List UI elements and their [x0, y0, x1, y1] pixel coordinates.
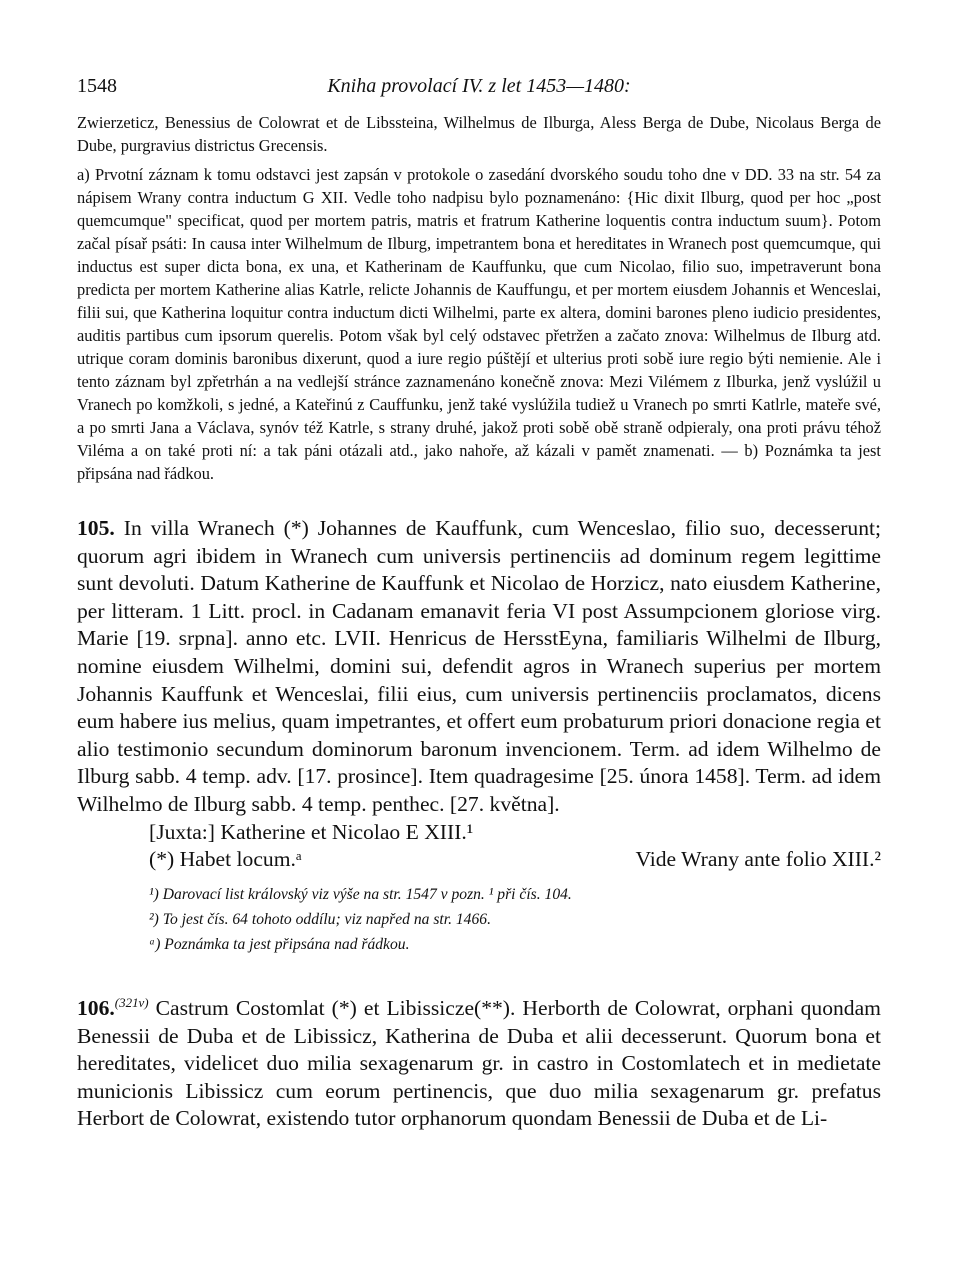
entry-number: 105. [77, 516, 115, 540]
entry-text: Castrum Costomlat (*) et Libissicze(**). Herborth de Colowrat, orphani quondam Benessii de Duba et de Libissicz, Katherina de Duba et alii decesserunt. Quorum bona et hereditates, videlicet duo milia sexagenarum gr. in castro in Costomlatech et in medietate municionis Libissicz cum eorum pertinencis, que duo milia sexagenarum gr. prefatus Herbort de Colowrat, existendo tutor orphanorum quondam Benessii de Duba et de Li- [77, 995, 881, 1131]
habet-locum: (*) Habet locum.ᵃ [149, 847, 302, 872]
page-number: 1548 [77, 75, 117, 97]
footnote-1: ¹) Darovací list královský viz výše na str. 1547 v pozn. ¹ při čís. 104. [149, 885, 572, 903]
vide-reference: Vide Wrany ante folio XIII.² [635, 847, 881, 872]
footnote-2: ²) To jest čís. 64 tohoto oddílu; viz napřed na str. 1466. [149, 910, 491, 928]
page-header [77, 75, 881, 111]
entry-text: In villa Wranech (*) Johannes de Kauffunk, cum Wenceslao, filio suo, decesserunt; quorum agri ibidem in Wranech cum universis pertinenciis ad dominum regem legittime sunt devoluti. Datum Katherine de Kauffunk et Nicolao de Horzicz, nato eiusdem Katherine, per litteram. 1 Litt. procl. in Cadanam emanavit feria VI post Assumpcionem gloriose virg. Marie [19. srpna]. anno etc. LVII. Henricus de HersstEyna, familiaris Wilhelmi de Ilburg, nomine eiusdem Wilhelmi, domini sui, defendit agros in Wranech superius per mortem Johannis Kauffunk et Wenceslai, filii eius, cum universis pertinenciis proclamatos, dicens eum habere ius melius, quam impetrantes, et offert eum probaturum priori donacione regia et alio testimonio secundum dominorum baronum invencionem. Term. ad idem Wilhelmo de Ilburg sabb. 4 temp. adv. [17. prosince]. Item quadragesime [25. února 1458]. Term. ad idem Wilhelmo de Ilburg sabb. 4 temp. penthec. [27. května]. [77, 516, 881, 816]
habet-line [77, 846, 881, 874]
juxta-line: [Juxta:] Katherine et Nicolao E XIII.¹ [149, 819, 474, 844]
entry-number: 106. [77, 995, 115, 1020]
footnote-a: ᵃ) Poznámka ta jest připsána nad řádkou. [149, 935, 410, 953]
entry-106 [77, 989, 881, 1133]
continuation-text: Zwierzeticz, Benessius de Colowrat et de Libssteina, Wilhelmus de Ilburga, Aless Berga de Dube, Nicolaus Berga de Dube, purgravius districtus Grecensis. [77, 113, 881, 155]
folio-reference: (321v) [114, 994, 149, 1010]
book-page [77, 75, 881, 1133]
entry-105 [77, 515, 881, 819]
editorial-note: a) Prvotní záznam k tomu odstavci jest zapsán v protokole o zasedání dvorského soudu toho dne v DD. 33 na str. 54 za nápisem Wrany contra inductum G XII. Vedle toho nadpisu bylo poznamenáno: {Hic dixit Ilburg, quod per hoc „post quemcumque" specificat, quod per mortem patris, matris et fratrum Katherine loquentis contra inductum suum}. Potom začal písař psáti: In causa inter Wilhelmum de Ilburg, impetrantem bona et hereditates in Wranech post quemcumque, qui inductus est super dicta bona, ex una, et Katherinam de Kauffunku, que cum Nicolao, filio suo, impetraverunt bona predicta per mortem Katherine alias Katrle, relicte Johannis de Kauffungu, et per mortem eiusdem Johannis et Wenceslai, filii sui, que Katherina loquitur contra inductum dicti Wilhelmi, parte ex altera, domini barones pleno iudicio presidentes, auditis partibus cum ipsorum querelis. Potom však byl celý odstavec přetržen a začato znova: Wilhelmus de Ilburg atd. utrique coram dominis baronibus dixerunt, quod a iure regio púštějí et ulterius proti sobě iure regio býti nemienie. Ale i tento záznam byl zpřetrhán a na vedlejší stránce zaznamenáno konečně znova: Mezi Vilémem z Ilburka, jenž vyslúžil u Vranech po komžkoli, s jedné, a Kateřinú z Cauffunku, jenž také vyslúžila tudiež u Vranech po smrti Katlrle, mateře své, a po smrti Jana a Václava, synóv též Katrle, s strany druhé, jakož proti sobě obě straně odpieraly, ona proti právu téhož Viléma a on také proti ní: a tak páni otázali atd., jako nahoře, až kázali v pamět znamenati. — b) Poznámka ta jest připsána nad řádkou. [77, 165, 881, 483]
running-title: Kniha provolací IV. z let 1453—1480: [327, 75, 631, 97]
